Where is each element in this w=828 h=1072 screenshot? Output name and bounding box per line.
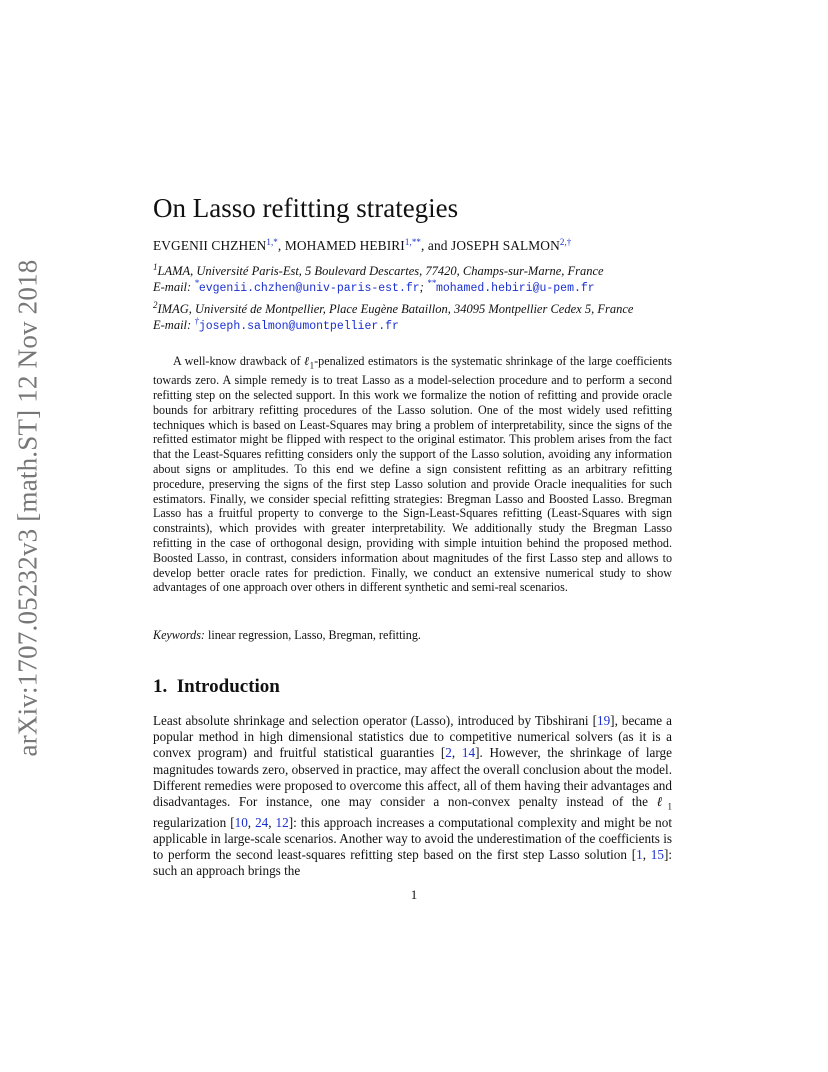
author-affil-link[interactable]: 2,† [559,237,572,247]
email-label: E-mail: [153,318,195,332]
ell-subscript: 1 [667,801,672,812]
citation-link[interactable]: 10 [234,814,248,830]
body-text: ]: this approach increases a computational complexity and might be not applicable in large-scale scenarios. Another way to avoid the underestimation of the coefficients is to perform the second least-squares refitting step based on the first step Lasso solution [ [153,814,673,863]
citation-link[interactable]: 15 [650,847,664,863]
abstract-paragraph [153,354,672,595]
affiliation-1 [153,263,604,297]
author-name: MOHAMED HEBIRI [284,238,405,253]
intro-paragraph [153,713,672,880]
body-text: ]. However, the shrinkage of large magnitudes towards zero, observed in practice, may affect the overall conclusion about the model. Different remedies were proposed to overcome this affect, all of them having their advantages and disadvantages. For instance, one may consider a non-convex penalty instead of the [153,745,673,810]
email-separator: ; [419,280,427,294]
ell-symbol: ℓ [656,794,668,810]
email-link[interactable]: joseph.salmon@umontpellier.fr [198,320,399,333]
arxiv-stamp [8,259,48,757]
email-marker: † [194,316,199,326]
body-text: ], became a popular method in high dimensional statistics due to competitive numerical solvers (as it is a convex program) and fruitful statistical guaranties [ [153,713,672,761]
paper-title: On Lasso refitting strategies [153,193,459,223]
arxiv-stamp-text: arXiv:1707.05232v3 [math.ST] 12 Nov 2018 [12,259,43,757]
email-marker: ** [426,278,436,288]
author-affil-link[interactable]: 1,* [266,237,278,247]
affiliation-text: LAMA, Université Paris-Est, 5 Boulevard Descartes, 77420, Champs-sur-Marne, France [157,264,604,278]
author-list [153,238,571,254]
author-separator: , and [421,238,452,253]
page-number: 1 [410,887,418,902]
body-text: Least absolute shrinkage and selection operator (Lasso), introduced by Tibshirani [ [153,713,597,728]
email-marker: * [194,278,199,288]
author-affil-link[interactable]: 1,** [404,237,422,247]
affiliation-text: IMAG, Université de Montpellier, Place Eugène Bataillon, 34095 Montpellier Cedex 5, France [157,302,634,316]
body-text: , [642,847,651,863]
citation-link[interactable]: 19 [596,713,611,728]
body-text: , [247,814,256,830]
body-text: regularization [ [153,814,235,830]
affiliation-2 [153,301,633,335]
citation-link[interactable]: 12 [275,814,289,830]
citation-link[interactable]: 2 [445,745,452,761]
citation-link[interactable]: 24 [255,814,269,830]
author-name: EVGENII CHZHEN [153,238,267,253]
section-title: Introduction [176,676,280,697]
keywords [153,628,421,643]
ell-subscript: 1 [309,360,315,371]
keywords-text: linear regression, Lasso, Bregman, refitting. [204,628,421,642]
email-link[interactable]: mohamed.hebiri@u-pem.fr [435,282,595,295]
affiliation-marker: 2 [153,300,158,310]
abstract-text: -penalized estimators is the systematic shrinkage of the large coefficients towards zero. A simple remedy is to treat Lasso as a model-selection procedure and to perform a second refitting step on the selected support. In this work we formalize the notion of refitting and provide oracle bounds for arbitrary refitting procedures of the Lasso solution. One of the most widely used refitting techniques which is based on Least-Squares may bring a problem of interpretability, since the signs of the refitted estimator might be flipped with respect to the original estimator. This problem arises from the fact that the Least-Squares refitting considers only the support of the Lasso solution, avoiding any information about signs or amplitudes. To this end we define a sign consistent refitting as an arbitrary refitting procedure, preserving the signs of the first step Lasso solution and provide Oracle inequalities for such estimators. Finally, we consider special refitting strategies: Bregman Lasso and Boosted Lasso. Bregman Lasso has a fruitful property to converge to the Sign-Least-Squares refitting (Least-Squares with sign constraints), which provides with greater interpretability. We additionally study the Bregman Lasso refitting in the case of orthogonal design, providing with simple intuition behind the proposed method. Boosted Lasso, in contrast, considers information about magnitudes of the first Lasso step and allows to develop better oracle rates for prediction. Finally, we conduct an extensive numerical study to show advantages of one approach over others in different synthetic and semi-real scenarios. [153,354,672,595]
affiliation-marker: 1 [153,262,158,272]
email-link[interactable]: evgenii.chzhen@univ-paris-est.fr [198,282,420,295]
body-text: , [451,745,462,761]
abstract [153,354,672,595]
email-label: E-mail: [153,280,195,294]
author-separator: , [277,238,285,253]
citation-link[interactable]: 14 [461,745,476,761]
section-heading [153,676,280,698]
section-number: 1. [153,676,168,697]
body-text: ]: such an approach brings the [153,847,673,879]
citation-link[interactable]: 1 [636,847,643,863]
keywords-label: Keywords: [153,628,205,642]
body-text: , [268,814,276,830]
abstract-text: A well-know drawback of [173,354,305,368]
ell-symbol: ℓ [304,354,310,368]
author-name: JOSEPH SALMON [451,238,560,253]
